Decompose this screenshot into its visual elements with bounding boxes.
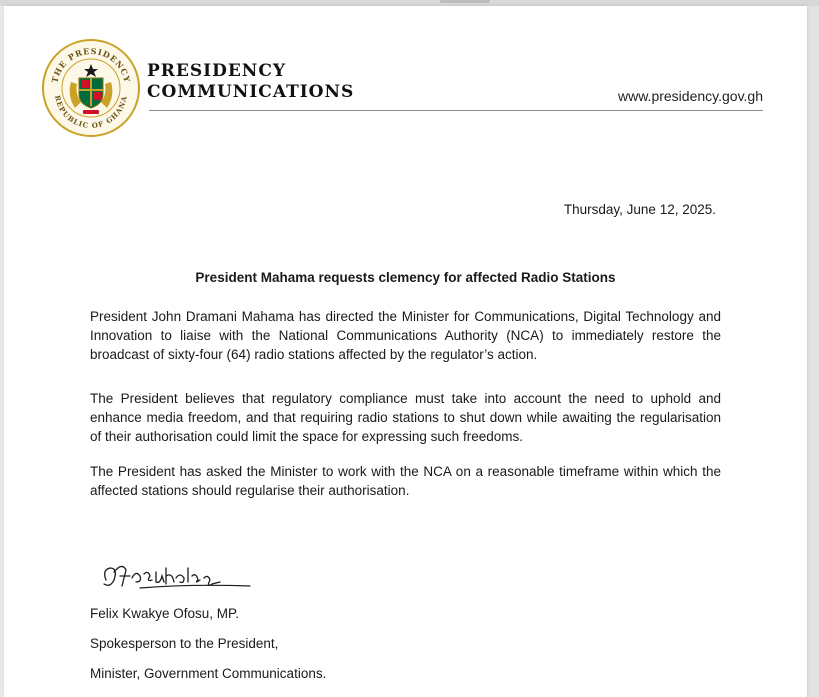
document-date: Thursday, June 12, 2025.: [563, 202, 716, 217]
brand-line-communications: COMMUNICATIONS: [147, 82, 355, 102]
viewer-tab-handle[interactable]: [440, 0, 490, 3]
brand-line-presidency: PRESIDENCY: [147, 61, 287, 81]
svg-text:REPUBLIC OF GHANA: REPUBLIC OF GHANA: [53, 94, 129, 131]
signatory-role-minister: Minister, Government Communications.: [90, 666, 327, 681]
signatory-role-spokesperson: Spokesperson to the President,: [90, 636, 279, 651]
paragraph-3: The President has asked the Minister to work with the NCA on a reasonable timeframe within which the affected stations should regularise their authorisation.: [90, 464, 721, 498]
presidency-seal-icon: [41, 38, 141, 138]
website-url: www.presidency.gov.gh: [618, 88, 763, 104]
document-page: [4, 6, 807, 697]
brand-title: [147, 61, 354, 103]
paragraph-1: President John Dramani Mahama has directed the Minister for Communications, Digital Technology and Innovation to liaise with the National Communications Authority (NCA) to immediately restore the broadcast of sixty-four (64) radio stations affected by the regulator’s action.: [90, 309, 721, 362]
signatory-name: Felix Kwakye Ofosu, MP.: [90, 606, 240, 621]
svg-text:THE PRESIDENCY: THE PRESIDENCY: [49, 45, 133, 84]
header-divider: [149, 110, 763, 111]
handwritten-signature: [100, 558, 260, 598]
paragraph-2: The President believes that regulatory compliance must take into account the need to uphold and enhance media freedom, and that requiring radio stations to shut down while awaiting the regularisation of their authorisation could limit the space for expressing such freedoms.: [90, 391, 721, 444]
document-title: President Mahama requests clemency for affected Radio Stations: [195, 270, 616, 285]
vertical-scrollbar[interactable]: [810, 6, 819, 697]
